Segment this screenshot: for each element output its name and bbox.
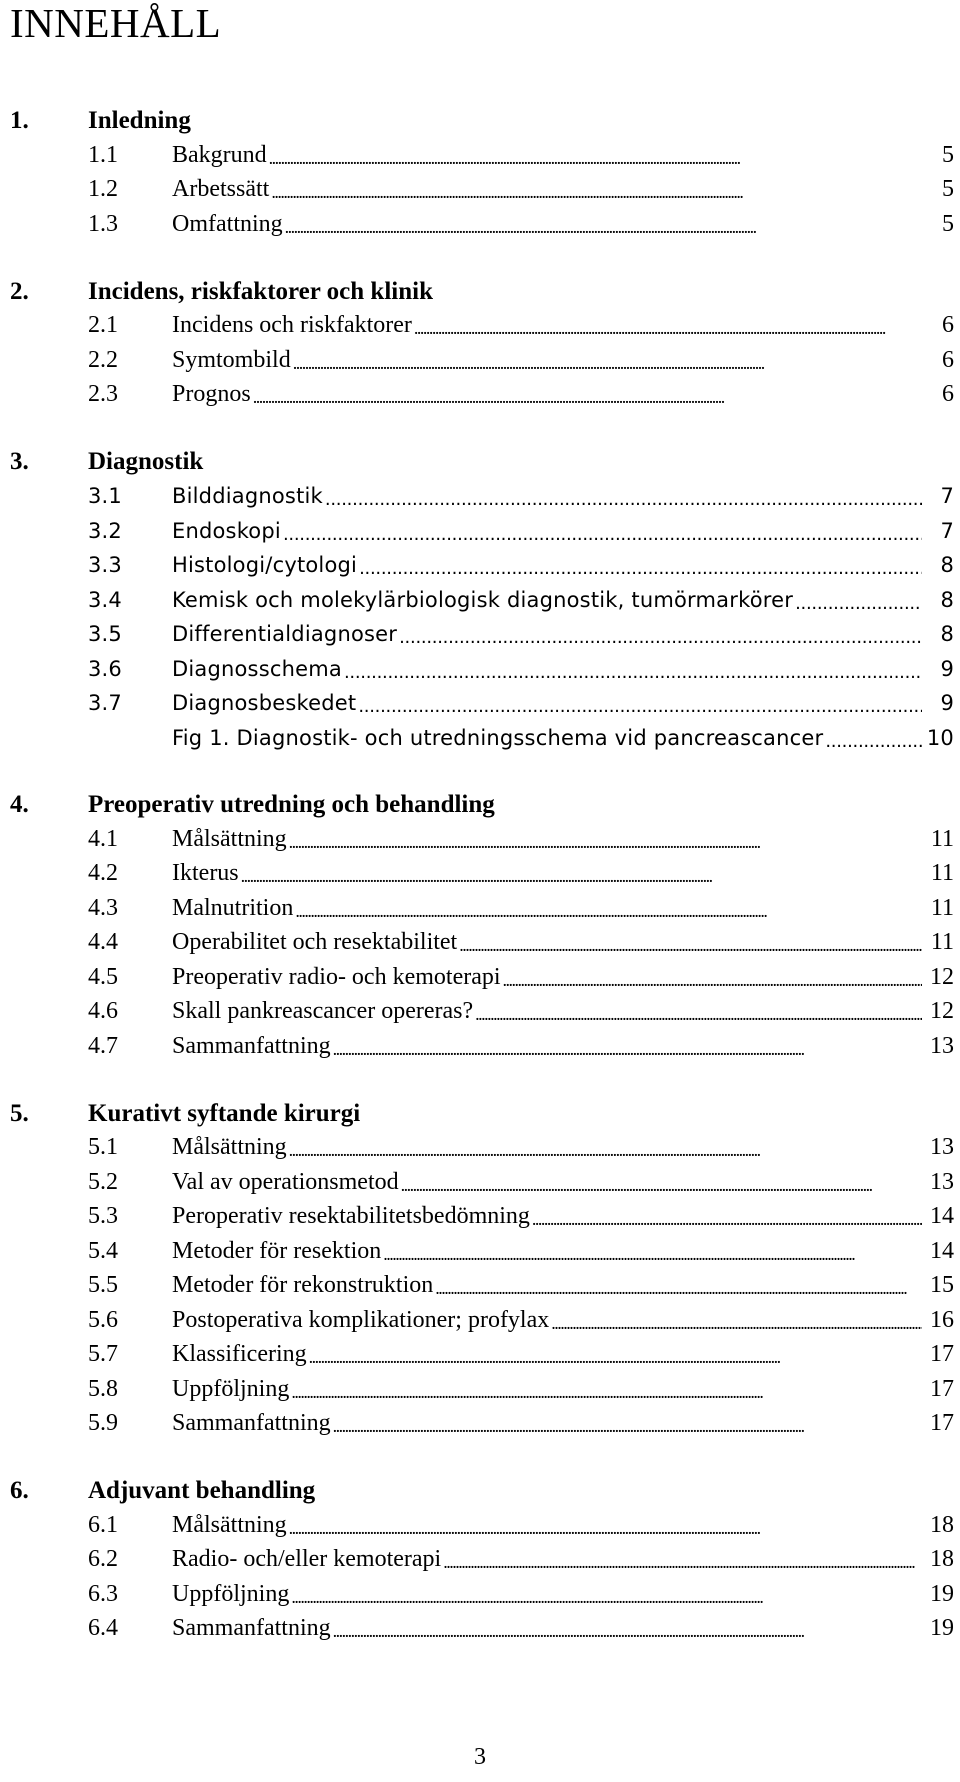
entry-title: Skall pankreascancer opereras? (172, 998, 474, 1025)
toc-entry[interactable] (10, 309, 954, 344)
entry-title: Sammanfattning (172, 1032, 331, 1059)
entry-page-number: 14 (930, 1237, 954, 1264)
chapter-heading[interactable] (10, 445, 954, 479)
entry-number: 3.6 (88, 656, 122, 681)
entry-title: Omfattning (172, 210, 283, 237)
entry-number: 5.5 (88, 1272, 118, 1299)
toc-entry[interactable] (10, 617, 954, 652)
entry-number: 6.2 (88, 1546, 118, 1573)
entry-title: Preoperativ radio- och kemoterapi (172, 963, 501, 990)
entry-number: 5.1 (88, 1134, 118, 1161)
entry-title: Histologi/cytologi (172, 553, 358, 578)
entry-page-number: 10 (926, 725, 954, 750)
entry-page-number: 9 (940, 691, 954, 716)
entry-page-number: 11 (930, 860, 954, 887)
entry-title: Målsättning (172, 1134, 287, 1161)
entry-page-number: 7 (940, 484, 954, 509)
dot-leader (443, 1548, 922, 1575)
dot-leader (825, 728, 922, 752)
entry-number: 5.7 (88, 1341, 118, 1368)
toc-entry[interactable] (10, 1508, 954, 1543)
toc-entry[interactable] (10, 1029, 954, 1064)
entry-title: Bakgrund (172, 141, 267, 168)
dot-leader (283, 521, 922, 545)
entry-title: Symtombild (172, 346, 291, 373)
toc-entry[interactable] (10, 1372, 954, 1407)
dot-leader (551, 1309, 922, 1336)
entry-number: 3.5 (88, 622, 122, 647)
toc-entry[interactable] (10, 822, 954, 857)
entry-number: 5.2 (88, 1168, 118, 1195)
entry-number: 4.7 (88, 1032, 118, 1059)
toc-entry[interactable] (10, 1200, 954, 1235)
entry-title: Klassificering (172, 1341, 307, 1368)
dot-leader (253, 383, 922, 410)
dot-leader (358, 693, 922, 717)
entry-number: 3.2 (88, 518, 122, 543)
entry-page-number: 18 (930, 1546, 954, 1573)
entry-number: 2.3 (88, 381, 118, 408)
entry-page-number: 5 (942, 141, 954, 168)
entry-number: 3.4 (88, 587, 122, 612)
toc-entry[interactable] (10, 721, 954, 756)
chapter-title: Diagnostik (88, 448, 204, 475)
dot-leader (289, 828, 922, 855)
toc-chapter (10, 445, 954, 755)
toc-entry[interactable] (10, 652, 954, 687)
dot-leader (285, 213, 922, 240)
dot-leader (459, 931, 922, 958)
entry-number: 4.4 (88, 929, 118, 956)
dot-leader (289, 1514, 922, 1541)
entry-number: 1.1 (88, 141, 118, 168)
entry-number: 1.2 (88, 176, 118, 203)
dot-leader (359, 555, 922, 579)
entry-page-number: 19 (930, 1580, 954, 1607)
toc-entry[interactable] (10, 857, 954, 892)
dot-leader (435, 1274, 922, 1301)
entry-number: 5.4 (88, 1237, 118, 1264)
entry-page-number: 6 (942, 346, 954, 373)
entry-number: 3.7 (88, 691, 122, 716)
table-of-contents (10, 104, 954, 1646)
toc-entry[interactable] (10, 926, 954, 961)
dot-leader (503, 966, 922, 993)
entry-number: 4.3 (88, 894, 118, 921)
entry-title: Metoder för rekonstruktion (172, 1272, 434, 1299)
entry-title: Målsättning (172, 1511, 287, 1538)
entry-number: 4.6 (88, 998, 118, 1025)
dot-leader (271, 178, 922, 205)
dot-leader (333, 1617, 922, 1644)
toc-entry[interactable] (10, 138, 954, 173)
dot-leader (291, 1583, 922, 1610)
chapter-spacer (10, 412, 954, 445)
entry-number: 3.3 (88, 553, 122, 578)
entry-page-number: 12 (930, 998, 954, 1025)
entry-page-number: 19 (930, 1615, 954, 1642)
chapter-spacer (10, 1064, 954, 1097)
entry-page-number: 15 (930, 1272, 954, 1299)
entry-title: Differentialdiagnoser (172, 622, 398, 647)
toc-entry[interactable] (10, 207, 954, 242)
entry-page-number: 5 (942, 210, 954, 237)
entry-title: Kemisk och molekylärbiologisk diagnostik, tumörmarkörer (172, 587, 794, 612)
chapter-number: 1. (10, 107, 29, 134)
entry-page-number: 13 (930, 1134, 954, 1161)
chapter-number: 4. (10, 791, 29, 818)
toc-entry[interactable] (10, 343, 954, 378)
entry-page-number: 18 (930, 1511, 954, 1538)
entry-number: 4.2 (88, 860, 118, 887)
chapter-title: Adjuvant behandling (88, 1477, 316, 1504)
entry-number: 2.2 (88, 346, 118, 373)
entry-page-number: 12 (930, 963, 954, 990)
entry-number: 5.9 (88, 1410, 118, 1437)
entry-title: Radio- och/eller kemoterapi (172, 1546, 442, 1573)
entry-number: 5.8 (88, 1375, 118, 1402)
chapter-heading[interactable] (10, 275, 954, 309)
entry-page-number: 6 (942, 312, 954, 339)
dot-leader (333, 1412, 922, 1439)
toc-chapter (10, 788, 954, 1064)
dot-leader (401, 1171, 922, 1198)
entry-number: 6.4 (88, 1615, 118, 1642)
entry-number: 4.1 (88, 825, 118, 852)
dot-leader (291, 1378, 922, 1405)
entry-title: Sammanfattning (172, 1410, 331, 1437)
page-title: INNEHÅLL (10, 0, 222, 46)
toc-entry[interactable] (10, 1269, 954, 1304)
toc-chapter (10, 275, 954, 413)
entry-title: Operabilitet och resektabilitet (172, 929, 458, 956)
entry-page-number: 11 (930, 825, 954, 852)
toc-entry[interactable] (10, 479, 954, 514)
entry-page-number: 16 (930, 1306, 954, 1333)
toc-chapter (10, 1097, 954, 1442)
entry-page-number: 8 (940, 622, 954, 647)
entry-page-number: 11 (930, 929, 954, 956)
entry-title: Fig 1. Diagnostik- och utredningsschema vid pancreascancer (172, 725, 824, 750)
chapter-number: 5. (10, 1099, 29, 1127)
entry-title: Uppföljning (172, 1375, 290, 1402)
chapter-heading[interactable] (10, 788, 954, 822)
dot-leader (333, 1035, 922, 1062)
entry-title: Malnutrition (172, 894, 294, 921)
entry-page-number: 8 (940, 553, 954, 578)
toc-entry[interactable] (10, 686, 954, 721)
entry-title: Diagnosbeskedet (172, 691, 357, 716)
dot-leader (293, 349, 922, 376)
dot-leader (532, 1205, 922, 1232)
toc-entry[interactable] (10, 548, 954, 583)
toc-entry[interactable] (10, 1577, 954, 1612)
toc-entry[interactable] (10, 1234, 954, 1269)
toc-entry[interactable] (10, 1165, 954, 1200)
entry-number: 1.3 (88, 210, 118, 237)
entry-title: Arbetssätt (172, 176, 270, 203)
toc-entry[interactable] (10, 1612, 954, 1647)
entry-number: 2.1 (88, 312, 118, 339)
entry-title: Postoperativa komplikationer; profylax (172, 1306, 550, 1333)
toc-entry[interactable] (10, 891, 954, 926)
toc-entry[interactable] (10, 1131, 954, 1166)
toc-entry[interactable] (10, 378, 954, 413)
toc-entry[interactable] (10, 514, 954, 549)
chapter-title: Kurativt syftande kirurgi (88, 1099, 361, 1127)
dot-leader (475, 1000, 922, 1027)
entry-page-number: 17 (930, 1410, 954, 1437)
toc-entry[interactable] (10, 1303, 954, 1338)
dot-leader (399, 624, 922, 648)
chapter-number: 6. (10, 1477, 29, 1504)
chapter-spacer (10, 755, 954, 788)
entry-page-number: 17 (930, 1375, 954, 1402)
entry-title: Bilddiagnostik (172, 484, 323, 509)
toc-entry[interactable] (10, 173, 954, 208)
chapter-spacer (10, 242, 954, 275)
chapter-title: Inledning (88, 107, 191, 134)
chapter-title: Incidens, riskfaktorer och klinik (88, 277, 433, 305)
entry-title: Endoskopi (172, 518, 281, 543)
entry-page-number: 5 (942, 176, 954, 203)
entry-title: Val av operationsmetod (172, 1168, 399, 1195)
entry-number: 3.1 (88, 484, 122, 509)
entry-number: 6.1 (88, 1511, 118, 1538)
entry-title: Målsättning (172, 825, 287, 852)
toc-entry[interactable] (10, 583, 954, 618)
entry-title: Peroperativ resektabilitetsbedömning (172, 1203, 530, 1230)
entry-page-number: 8 (940, 587, 954, 612)
dot-leader (383, 1240, 922, 1267)
entry-number: 5.3 (88, 1203, 118, 1230)
dot-leader (295, 897, 922, 924)
entry-number: 5.6 (88, 1306, 118, 1333)
entry-page-number: 7 (940, 518, 954, 543)
entry-page-number: 9 (940, 656, 954, 681)
entry-page-number: 6 (942, 381, 954, 408)
entry-title: Prognos (172, 381, 251, 408)
toc-entry[interactable] (10, 1338, 954, 1373)
dot-leader (289, 1136, 922, 1163)
chapter-spacer (10, 1441, 954, 1474)
entry-page-number: 17 (930, 1341, 954, 1368)
entry-number: 4.5 (88, 963, 118, 990)
entry-title: Diagnosschema (172, 656, 342, 681)
dot-leader (795, 590, 922, 614)
entry-page-number: 13 (930, 1032, 954, 1059)
chapter-number: 2. (10, 277, 29, 305)
toc-entry[interactable] (10, 1543, 954, 1578)
chapter-number: 3. (10, 448, 29, 475)
dot-leader (241, 862, 922, 889)
entry-page-number: 14 (930, 1203, 954, 1230)
toc-entry[interactable] (10, 960, 954, 995)
chapter-heading[interactable] (10, 1097, 954, 1131)
chapter-heading[interactable] (10, 104, 954, 138)
dot-leader (309, 1343, 922, 1370)
entry-title: Uppföljning (172, 1580, 290, 1607)
entry-title: Sammanfattning (172, 1615, 331, 1642)
dot-leader (325, 486, 922, 510)
entry-page-number: 13 (930, 1168, 954, 1195)
chapter-heading[interactable] (10, 1474, 954, 1508)
toc-chapter (10, 104, 954, 242)
dot-leader (414, 314, 922, 341)
entry-number: 6.3 (88, 1580, 118, 1607)
entry-title: Incidens och riskfaktorer (172, 312, 412, 339)
dot-leader (344, 659, 922, 683)
toc-entry[interactable] (10, 1407, 954, 1442)
dot-leader (269, 144, 922, 171)
entry-title: Metoder för resektion (172, 1237, 382, 1264)
toc-chapter (10, 1474, 954, 1646)
page-number: 3 (474, 1744, 486, 1770)
toc-entry[interactable] (10, 995, 954, 1030)
chapter-title: Preoperativ utredning och behandling (88, 791, 495, 818)
entry-page-number: 11 (930, 894, 954, 921)
entry-title: Ikterus (172, 860, 239, 887)
